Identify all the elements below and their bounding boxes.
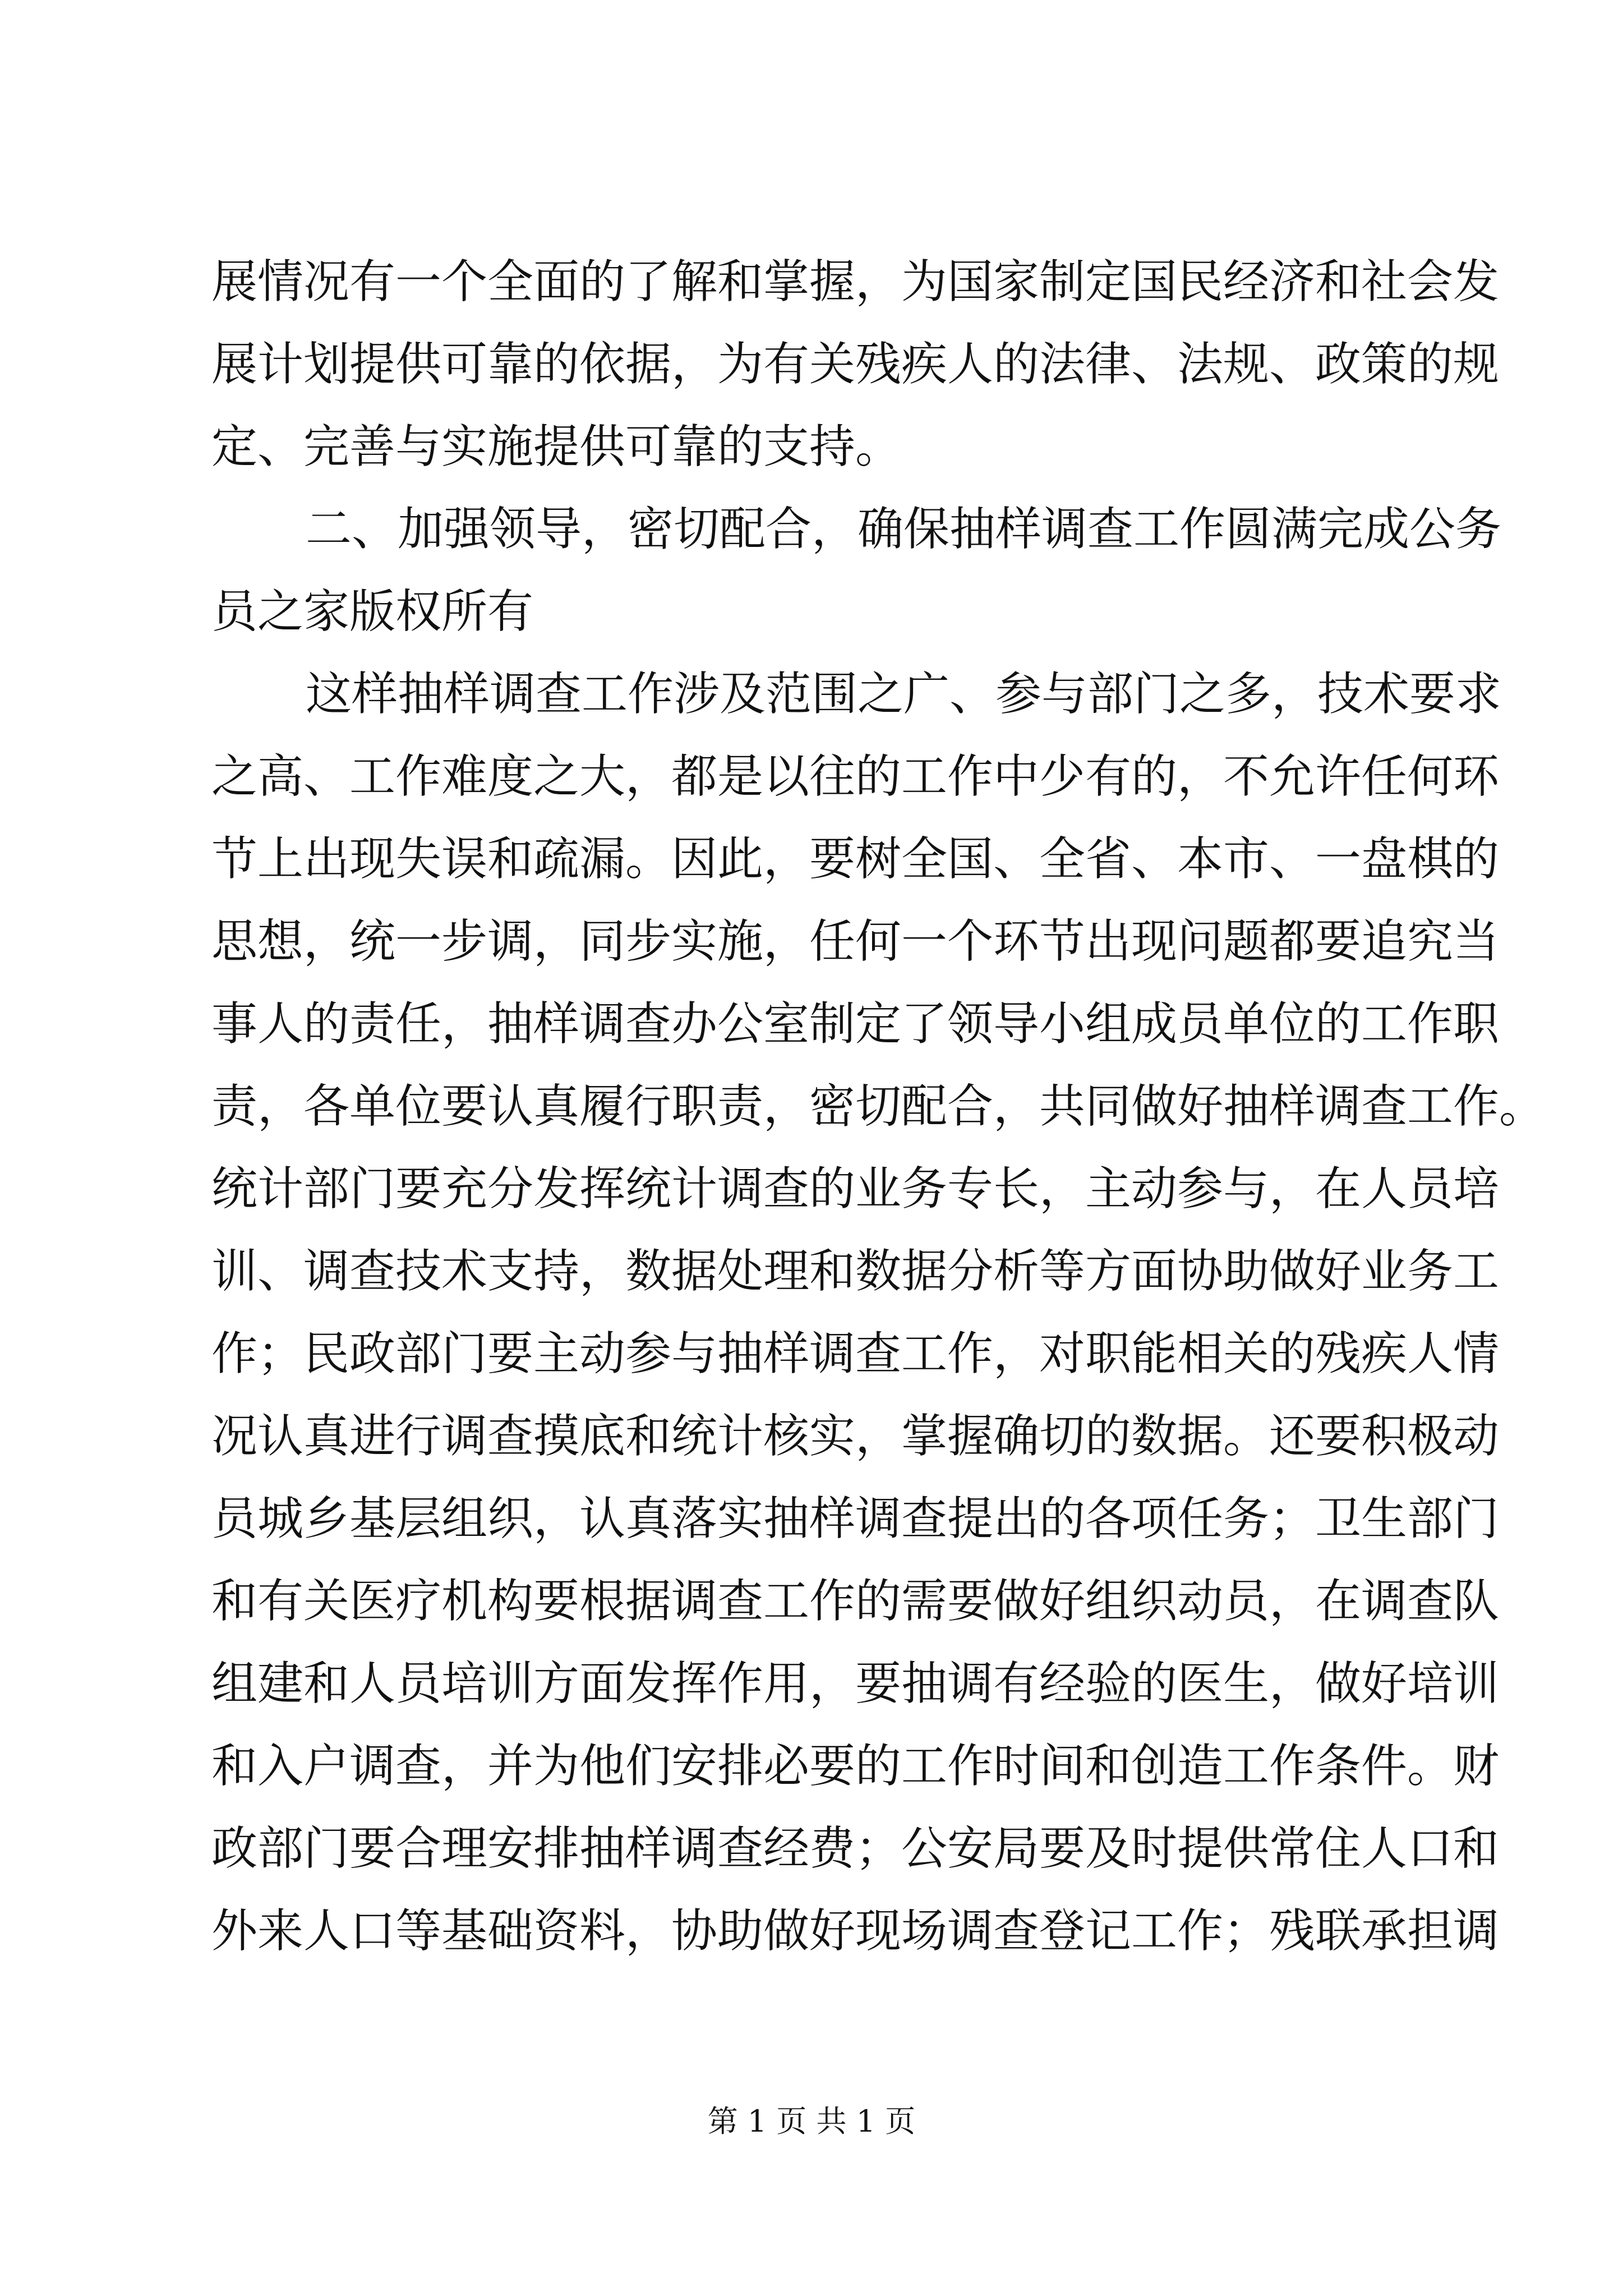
text-line-1: 展情况有一个全面的了解和掌握，为国家制定国民经济和社会发: [211, 255, 1500, 309]
text-line-14: 作；民政部门要主动参与抽样调查工作，对职能相关的残疾人情: [211, 1327, 1500, 1381]
text-line-10: 事人的责任，抽样调查办公室制定了领导小组成员单位的工作职: [211, 997, 1500, 1051]
text-line-6: 这样抽样调查工作涉及范围之广、参与部门之多，技术要求: [306, 668, 1502, 721]
text-line-12: 统计部门要充分发挥统计调查的业务专长，主动参与，在人员培: [211, 1162, 1500, 1216]
text-line-17: 和有关医疗机构要根据调查工作的需要做好组织动员，在调查队: [211, 1575, 1500, 1628]
text-line-3: 定、完善与实施提供可靠的支持。: [211, 420, 902, 473]
text-line-9: 思想，统一步调，同步实施，任何一个环节出现问题都要追究当: [211, 915, 1500, 968]
text-line-7: 之高、工作难度之大，都是以往的工作中少有的，不允许任何环: [211, 750, 1500, 803]
section-heading-line-2: 员之家版权所有: [211, 585, 534, 638]
text-line-19: 和入户调查，并为他们安排必要的工作时间和创造工作条件。财: [211, 1740, 1500, 1793]
section-heading-line-1: 二、加强领导，密切配合，确保抽样调查工作圆满完成公务: [306, 503, 1502, 556]
page-footer: 第 1 页 共 1 页: [707, 2104, 916, 2139]
text-line-21: 外来人口等基础资料，协助做好现场调查登记工作；残联承担调: [211, 1904, 1500, 1958]
text-line-16: 员城乡基层组织，认真落实抽样调查提出的各项任务；卫生部门: [211, 1492, 1500, 1545]
text-line-15: 况认真进行调查摸底和统计核实，掌握确切的数据。还要积极动: [211, 1410, 1500, 1463]
text-line-13: 训、调查技术支持，数据处理和数据分析等方面协助做好业务工: [211, 1245, 1500, 1298]
text-line-11: 责，各单位要认真履行职责，密切配合，共同做好抽样调查工作。: [211, 1080, 1546, 1133]
text-line-8: 节上出现失误和疏漏。因此，要树全国、全省、本市、一盘棋的: [211, 832, 1500, 886]
text-line-2: 展计划提供可靠的依据，为有关残疾人的法律、法规、政策的规: [211, 338, 1500, 391]
text-line-20: 政部门要合理安排抽样调查经费；公安局要及时提供常住人口和: [211, 1822, 1500, 1875]
text-line-18: 组建和人员培训方面发挥作用，要抽调有经验的医生，做好培训: [211, 1657, 1500, 1710]
